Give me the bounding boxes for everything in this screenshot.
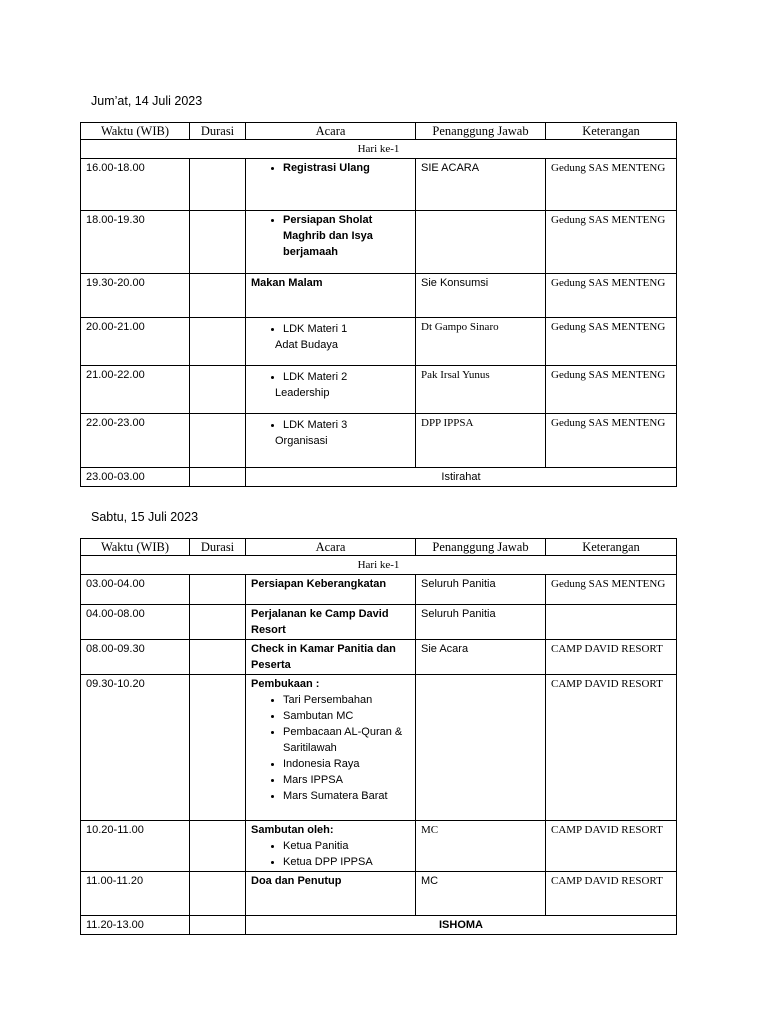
pj-cell: MC [416, 821, 546, 872]
pj-cell: SIE ACARA [416, 159, 546, 211]
acara-sub-text: Organisasi [275, 435, 328, 447]
pj-cell: Pak Irsal Yunus [416, 366, 546, 414]
acara-bullet-item: • Persiapan Sholat Maghrib dan Isya berjamaah [283, 212, 410, 260]
durasi-cell [190, 414, 246, 468]
acara-heading: Sambutan oleh: [251, 824, 334, 836]
acara-list-item: • Mars IPPSA [283, 772, 410, 788]
durasi-cell [190, 675, 246, 821]
table-row [81, 159, 677, 211]
time-cell: 03.00-04.00 [81, 575, 190, 605]
pj-cell [416, 675, 546, 821]
durasi-cell [190, 468, 246, 487]
durasi-cell [190, 575, 246, 605]
acara-cell [246, 159, 416, 211]
day1-date: Jum’at, 14 Juli 2023 [91, 94, 203, 108]
pj-cell: Seluruh Panitia [416, 575, 546, 605]
keterangan-cell: Gedung SAS MENTENG [546, 366, 677, 414]
acara-cell: Check in Kamar Panitia dan Peserta [246, 640, 416, 675]
table-row [81, 605, 677, 640]
durasi-cell [190, 916, 246, 935]
durasi-cell [190, 605, 246, 640]
time-cell: 04.00-08.00 [81, 605, 190, 640]
pj-cell: Dt Gampo Sinaro [416, 318, 546, 366]
durasi-cell [190, 318, 246, 366]
acara-sub-text: Adat Budaya [275, 339, 338, 351]
durasi-cell [190, 640, 246, 675]
keterangan-cell: CAMP DAVID RESORT [546, 872, 677, 916]
table-row [81, 640, 677, 675]
acara-cell: Perjalanan ke Camp David Resort [246, 605, 416, 640]
acara-cell: Makan Malam [246, 274, 416, 318]
pj-cell: Sie Acara [416, 640, 546, 675]
day2-date: Sabtu, 15 Juli 2023 [91, 510, 199, 524]
durasi-cell [190, 211, 246, 274]
header-acara: Acara [246, 539, 416, 556]
time-cell: 09.30-10.20 [81, 675, 190, 821]
pj-cell: DPP IPPSA [416, 414, 546, 468]
table-row [81, 318, 677, 366]
header-waktu: Waktu (WIB) [81, 539, 190, 556]
header-keterangan: Keterangan [546, 539, 677, 556]
acara-bullet-item: • LDK Materi 3 [283, 417, 410, 433]
time-cell: 23.00-03.00 [81, 468, 190, 487]
acara-cell [246, 211, 416, 274]
pj-cell [416, 211, 546, 274]
table-header-row [81, 539, 677, 556]
acara-cell: Doa dan Penutup [246, 872, 416, 916]
acara-bullet-item: • LDK Materi 2 [283, 369, 410, 385]
acara-cell [246, 318, 416, 366]
header-waktu: Waktu (WIB) [81, 123, 190, 140]
keterangan-cell: Gedung SAS MENTENG [546, 575, 677, 605]
acara-list-item: • Pembacaan AL-Quran & Saritilawah [283, 724, 410, 756]
durasi-cell [190, 366, 246, 414]
hari-label: Hari ke-1 [81, 556, 677, 575]
header-durasi: Durasi [190, 123, 246, 140]
header-penanggung-jawab: Penanggung Jawab [416, 123, 546, 140]
durasi-cell [190, 274, 246, 318]
keterangan-cell: Gedung SAS MENTENG [546, 318, 677, 366]
acara-cell: Istirahat [246, 468, 677, 487]
pj-cell: Sie Konsumsi [416, 274, 546, 318]
time-cell: 22.00-23.00 [81, 414, 190, 468]
acara-cell: Persiapan Keberangkatan [246, 575, 416, 605]
acara-cell [246, 821, 416, 872]
hari-row [81, 140, 677, 159]
time-cell: 19.30-20.00 [81, 274, 190, 318]
table-row [81, 821, 677, 872]
time-cell: 21.00-22.00 [81, 366, 190, 414]
time-cell: 08.00-09.30 [81, 640, 190, 675]
durasi-cell [190, 821, 246, 872]
acara-list-item: • Sambutan MC [283, 708, 410, 724]
acara-list-item: • Ketua Panitia [283, 838, 410, 854]
table-row [81, 274, 677, 318]
time-cell: 20.00-21.00 [81, 318, 190, 366]
hari-label: Hari ke-1 [81, 140, 677, 159]
table-row [81, 675, 677, 821]
time-cell: 11.20-13.00 [81, 916, 190, 935]
acara-list-item: • Indonesia Raya [283, 756, 410, 772]
acara-cell: ISHOMA [246, 916, 677, 935]
acara-sub-text: Leadership [275, 387, 330, 399]
header-penanggung-jawab: Penanggung Jawab [416, 539, 546, 556]
table-row [81, 366, 677, 414]
acara-bullet-item: • LDK Materi 1 [283, 321, 410, 337]
keterangan-cell: Gedung SAS MENTENG [546, 211, 677, 274]
header-acara: Acara [246, 123, 416, 140]
time-cell: 10.20-11.00 [81, 821, 190, 872]
keterangan-cell: Gedung SAS MENTENG [546, 274, 677, 318]
durasi-cell [190, 159, 246, 211]
acara-list-item: • Mars Sumatera Barat [283, 788, 410, 804]
pj-cell: Seluruh Panitia [416, 605, 546, 640]
keterangan-cell: Gedung SAS MENTENG [546, 414, 677, 468]
hari-row [81, 556, 677, 575]
acara-cell [246, 675, 416, 821]
header-durasi: Durasi [190, 539, 246, 556]
acara-list-item: • Tari Persembahan [283, 692, 410, 708]
table-row [81, 468, 677, 487]
header-keterangan: Keterangan [546, 123, 677, 140]
table-header-row [81, 123, 677, 140]
table-row [81, 414, 677, 468]
time-cell: 16.00-18.00 [81, 159, 190, 211]
acara-bullet-item: • Registrasi Ulang [283, 160, 410, 176]
day2-schedule-table [80, 538, 677, 935]
table-row [81, 575, 677, 605]
acara-heading: Pembukaan : [251, 678, 320, 690]
keterangan-cell [546, 605, 677, 640]
acara-list-item: • Ketua DPP IPPSA [283, 854, 410, 870]
table-row [81, 916, 677, 935]
keterangan-cell: CAMP DAVID RESORT [546, 640, 677, 675]
keterangan-cell: Gedung SAS MENTENG [546, 159, 677, 211]
durasi-cell [190, 872, 246, 916]
time-cell: 11.00-11.20 [81, 872, 190, 916]
acara-cell [246, 414, 416, 468]
keterangan-cell: CAMP DAVID RESORT [546, 821, 677, 872]
keterangan-cell: CAMP DAVID RESORT [546, 675, 677, 821]
day1-schedule-table [80, 122, 677, 487]
pj-cell: MC [416, 872, 546, 916]
table-row [81, 872, 677, 916]
table-row [81, 211, 677, 274]
acara-cell [246, 366, 416, 414]
time-cell: 18.00-19.30 [81, 211, 190, 274]
